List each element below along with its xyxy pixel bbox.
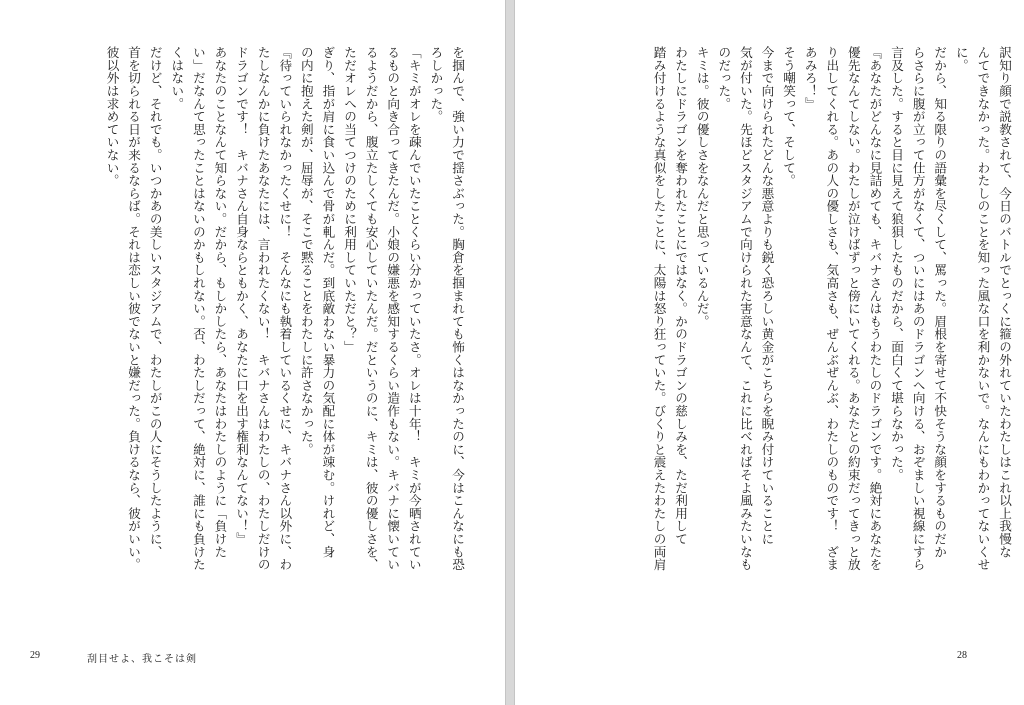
left-page-body-text: を掴んで、強い力で揺さぶった。胸倉を掴まれても怖くはなかったのに、今はこんなにも恐 ろしかった。 「キミがオレを疎んでいたことくらい分かっていたさ。オレは十年！ キミが今晒されてい るものと向き合ってきたんだ。小娘の嫌悪を感知するくらい造作もない。キバナに懐いてい るようだから、腹立たしくても安心していたんだ。だというのに、キミは、彼の優しさを、 ただオレへの当てつけのために利用していただと？」 ぎり、指が肩に食い込んで骨が軋んだ。到底敵わない暴力の気配に体が竦む。けれど、身 の内に抱えた剣が、屈辱が、そこで黙ることをわたしに許さなかった。 『待っていられなかったくせに！ そんなにも執着しているくせに、キバナさん以外に、わ たしなんかに負けたあなたには、言われたくない！ キバナさんはわたしの、わたしだけの ドラゴンです！ キバナさん自身ならともかく、あなたに口を出す権利なんてない！』 あなたのことなんて知らない。だから、もしかしたら、あなたはわたしのように「負けた い」だなんて思ったことはないのかもしれない。否、わたしだって、絶対に、誰にも負けた くはない。 だけど、それでも。いつかあの美しいスタジアムで、わたしがこの人にそうしたように、 首を切られる日が来るならば。それは恋しい彼でないと嫌だった。負けるなら、彼がいい。 彼以外は求めていない。 bbox=[104, 46, 465, 571]
right-page-number: 28 bbox=[957, 650, 967, 661]
right-page bbox=[514, 0, 1024, 705]
left-page bbox=[0, 0, 506, 705]
running-head: 刮目せよ、我こそは剣 bbox=[87, 654, 197, 665]
left-page-number: 29 bbox=[30, 650, 40, 661]
right-page-body-text: 訳知り顔で説教されて、今日のバトルでとっくに箍の外れていたわたしはこれ以上我慢な んてできなかった。わたしのことを知った風な口を利かないで。なんにもわかってないくせ に。 だから、知る限りの語彙を尽くして、罵った。眉根を寄せて不快そうな顔をするものだか らさらに腹が立って仕方がなくて、ついにはあのドラゴンへ向ける、おぞましい視線にすら 言及した。すると目に見えて狼狽したものだから、面白くて堪らなかった。 『あなたがどんなに見詰めても、キバナさんはもうわたしのドラゴンです。絶対にあなたを 優先なんてしない。わたしが泣けばずっと傍にいてくれる。あなたとの約束だってきっと放 り出してくれる。あの人の優しさも、気高さも、ぜんぶぜんぶ、わたしのものです！ ざま あみろ！』 そう嘲笑って、そして。 今まで向けられたどんな悪意よりも鋭く恐ろしい黄金がこちらを睨み付けていることに 気が付いた。先ほどスタジアムで向けられた害意なんて、これに比べればそよ風みたいなも のだった。 キミは。彼の優しさをなんだと思っているんだ。 わたしにドラゴンを奪われたことにではなく。かのドラゴンの慈しみを、ただ利用して 踏み付けるような真似をしたことに、太陽は怒り狂っていた。びくりと震えたわたしの両肩 bbox=[651, 46, 1012, 571]
